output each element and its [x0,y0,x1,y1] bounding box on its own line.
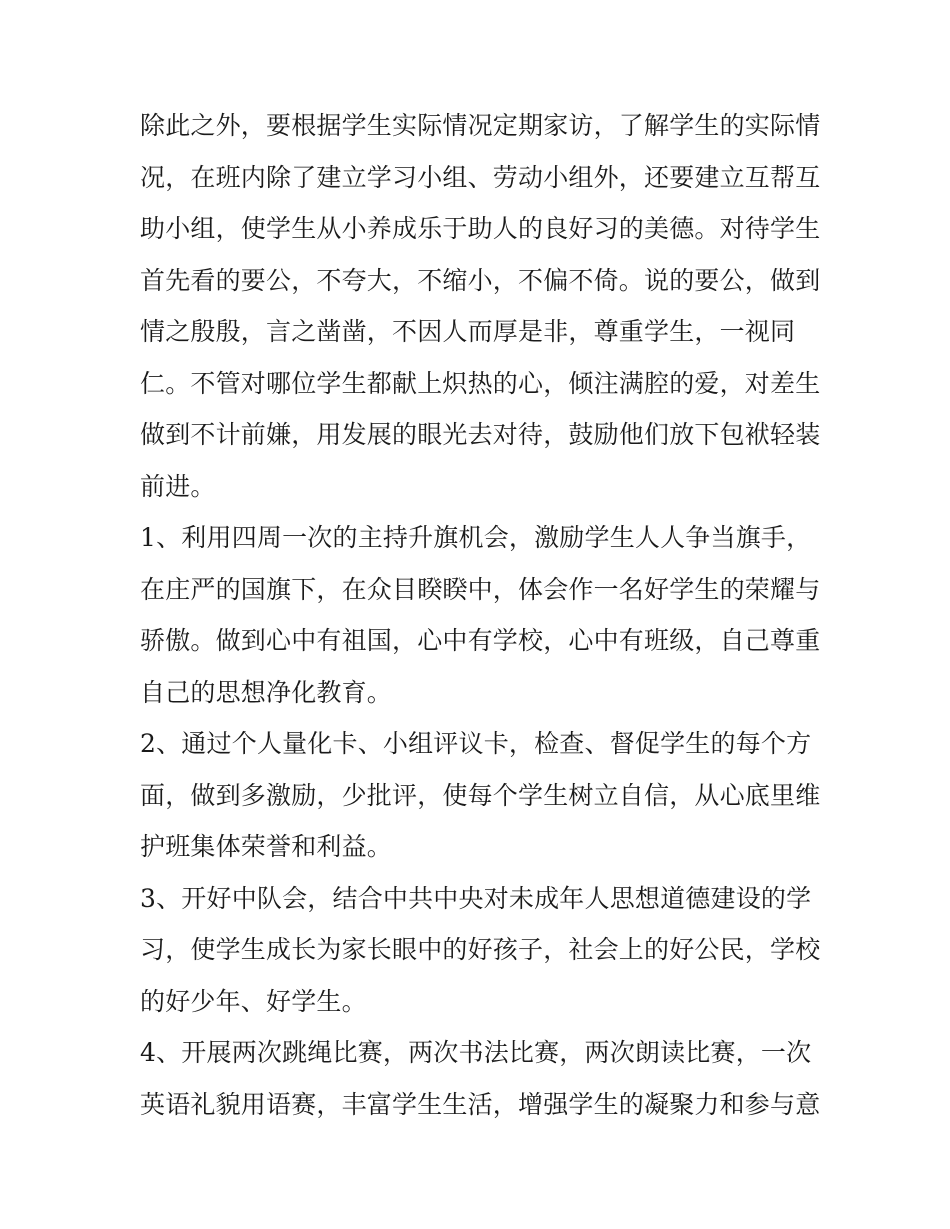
document-page [140,100,820,1130]
text-line: 前进。 [140,471,216,501]
text-line: 自己的思想净化教育。 [140,677,393,707]
text-line: 做到不计前嫌，用发展的眼光去对待，鼓励他们放下包袱轻装 [140,420,821,449]
text-line: 习，使学生成长为家长眼中的好孩子，社会上的好公民，学校 [140,935,821,964]
text-line: 仁。不管对哪位学生都献上炽热的心，倾注满腔的爱，对差生 [140,368,821,398]
text-line: 4、开展两次跳绳比赛，两次书法比赛，两次朗读比赛，一次 [140,1038,812,1067]
text-line: 骄傲。做到心中有祖国，心中有学校，心中有班级，自己尊重 [140,626,821,655]
text-line: 助小组，使学生从小养成乐于助人的良好习的美德。对待学生 [140,214,821,243]
text-line: 除此之外，要根据学生实际情况定期家访，了解学生的实际情 [140,111,821,140]
text-line: 3、开好中队会，结合中共中央对未成年人思想道德建设的学 [140,883,812,913]
text-line: 在庄严的国旗下，在众目睽睽中，体会作一名好学生的荣耀与 [140,574,821,604]
text-line: 面，做到多激励，少批评，使每个学生树立自信，从心底里维 [140,780,821,810]
text-line: 情之殷殷，言之凿凿，不因人而厚是非，尊重学生，一视同 [140,317,796,346]
text-line: 首先看的要公，不夸大，不缩小，不偏不倚。说的要公，做到 [140,265,821,295]
text-line: 1、利用四周一次的主持升旗机会，激励学生人人争当旗手， [140,523,812,552]
text-line: 2、通过个人量化卡、小组评议卡，检查、督促学生的每个方 [140,729,812,758]
text-line: 英语礼貌用语赛，丰富学生生活，增强学生的凝聚力和参与意 [140,1089,821,1119]
text-line: 况，在班内除了建立学习小组、劳动小组外，还要建立互帮互 [140,162,821,192]
text-line: 护班集体荣誉和利益。 [140,832,393,861]
text-line: 的好少年、好学生。 [140,986,367,1016]
